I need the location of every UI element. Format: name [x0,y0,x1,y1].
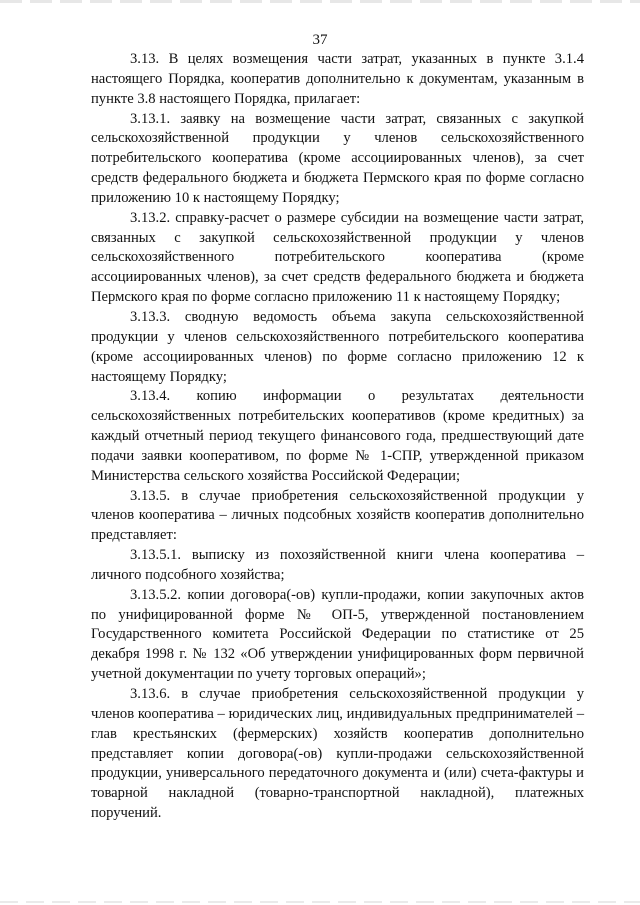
paragraph-3-13-6: 3.13.6. в случае приобретения сельскохозяйственной продукции у членов кооператива – юридических лиц, индивидуальных предпринимателей – глав крестьянских (фермерских) хозяйств кооператив дополнительно представляет копии договора(-ов) купли-продажи сельскохозяйственной продукции, универсального передаточного документа и (или) счета-фактуры и товарной накладной (товарно-транспортной накладной), платежных поручений. [91,686,584,822]
page-number: 37 [312,32,328,48]
scan-edge-top [0,0,640,3]
paragraph-3-13-1: 3.13.1. заявку на возмещение части затрат, связанных с закупкой сельскохозяйственной продукции у членов сельскохозяйственного потребительского кооператива (кроме ассоциированных членов), за счет средств федерального бюджета и бюджета Пермского края по форме согласно приложению 10 к настоящему Порядку; [91,110,584,206]
paragraph-3-13-5: 3.13.5. в случае приобретения сельскохозяйственной продукции у членов кооператива – личных подсобных хозяйств кооператив дополнительно представляет: [91,487,584,544]
paragraph-3-13-4: 3.13.4. копию информации о результатах деятельности сельскохозяйственных потребительских кооперативов (кроме кредитных) за каждый отчетный период текущего финансового года, предшествующий дате подачи заявки кооперативом, по форме № 1-СПР, утвержденной приказом Министерства сельского хозяйства Российской Федерации; [91,388,584,484]
paragraph-3-13-3: 3.13.3. сводную ведомость объема закупа сельскохозяйственной продукции у членов сельскохозяйственного потребительского кооператива (кроме ассоциированных членов) по форме согласно приложению 12 к настоящему Порядку; [91,308,584,385]
document-body [91,50,584,824]
paragraph-3-13-5-2: 3.13.5.2. копии договора(-ов) купли-продажи, копии закупочных актов по унифицированной форме № ОП-5, утвержденной постановлением Государственного комитета Российской Федерации по статистике от 25 декабря 1998 г. № 132 «Об утверждении унифицированных форм первичной учетной документации по учету торговых операций»; [91,586,584,683]
paragraph-3-13: 3.13. В целях возмещения части затрат, указанных в пункте 3.1.4 настоящего Порядка, кооператив дополнительно к документам, указанным в пункте 3.8 настоящего Порядка, прилагает: [91,51,584,107]
paragraph-3-13-2: 3.13.2. справку-расчет о размере субсидии на возмещение части затрат, связанных с закупкой сельскохозяйственной продукции у членов сельскохозяйственного потребительского кооператива (кроме ассоциированных членов), за счет средств федерального бюджета и бюджета Пермского края по форме согласно приложению 11 к настоящему Порядку; [91,209,584,306]
paragraph-3-13-5-1: 3.13.5.1. выписку из похозяйственной книги члена кооператива – личного подсобного хозяйства; [91,547,584,583]
scan-edge-bottom [0,901,640,903]
